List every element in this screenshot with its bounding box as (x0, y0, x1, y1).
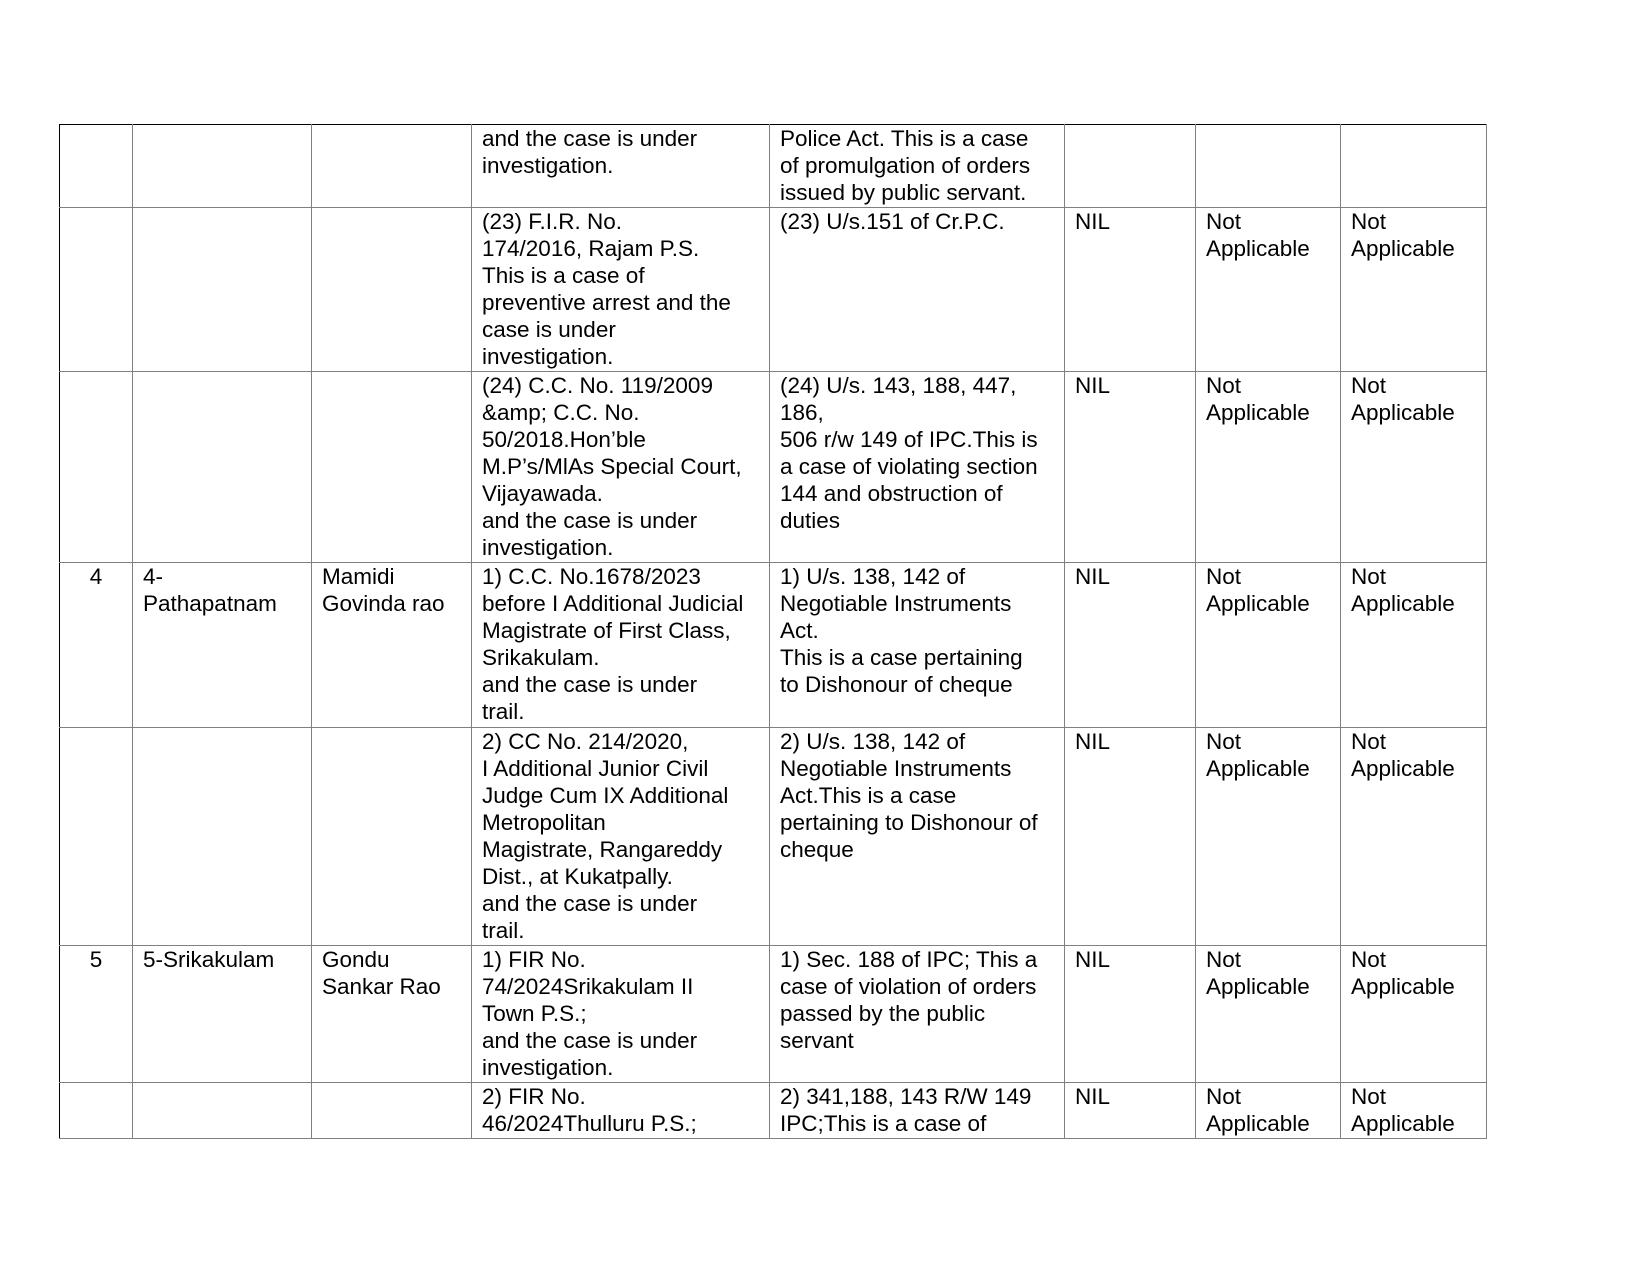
convictions-cell: NIL (1065, 563, 1196, 728)
sections-cell: Police Act. This is a case of promulgation of orders issued by public servant. (770, 125, 1065, 208)
serial-number-cell: 5 (60, 946, 133, 1083)
col8-cell: Not Applicable (1341, 728, 1487, 946)
table-row (60, 563, 1487, 728)
col7-cell (1196, 125, 1341, 208)
candidate-cell: Gondu Sankar Rao (312, 946, 472, 1083)
col8-cell: Not Applicable (1341, 208, 1487, 372)
col7-cell: Not Applicable (1196, 563, 1341, 728)
col7-cell: Not Applicable (1196, 208, 1341, 372)
case-details-cell: (24) C.C. No. 119/2009 &amp; C.C. No. 50/2018.Hon’ble M.P’s/MlAs Special Court, Vijayawada. and the case is under investigation. (472, 372, 770, 563)
table-row (60, 125, 1487, 208)
col7-cell: Not Applicable (1196, 728, 1341, 946)
convictions-cell: NIL (1065, 728, 1196, 946)
sections-cell: 2) U/s. 138, 142 of Negotiable Instruments Act.This is a case pertaining to Dishonour of cheque (770, 728, 1065, 946)
table-row (60, 208, 1487, 372)
table-row (60, 946, 1487, 1083)
constituency-cell (133, 125, 312, 208)
table-row (60, 1083, 1487, 1139)
serial-number-cell (60, 208, 133, 372)
serial-number-cell (60, 125, 133, 208)
col8-cell: Not Applicable (1341, 1083, 1487, 1139)
case-details-cell: (23) F.I.R. No. 174/2016, Rajam P.S. This is a case of preventive arrest and the case is under investigation. (472, 208, 770, 372)
col8-cell: Not Applicable (1341, 372, 1487, 563)
candidate-cell (312, 728, 472, 946)
case-details-cell: and the case is under investigation. (472, 125, 770, 208)
constituency-cell: 4- Pathapatnam (133, 563, 312, 728)
case-details-cell: 2) FIR No. 46/2024Thulluru P.S.; (472, 1083, 770, 1139)
sections-cell: 2) 341,188, 143 R/W 149 IPC;This is a case of (770, 1083, 1065, 1139)
candidate-cell (312, 372, 472, 563)
col8-cell: Not Applicable (1341, 946, 1487, 1083)
constituency-cell (133, 208, 312, 372)
table-row (60, 728, 1487, 946)
convictions-cell: NIL (1065, 372, 1196, 563)
col7-cell: Not Applicable (1196, 946, 1341, 1083)
convictions-cell: NIL (1065, 1083, 1196, 1139)
constituency-cell: 5-Srikakulam (133, 946, 312, 1083)
candidate-cell (312, 1083, 472, 1139)
case-details-cell: 1) FIR No. 74/2024Srikakulam II Town P.S.; and the case is under investigation. (472, 946, 770, 1083)
candidate-cell (312, 125, 472, 208)
serial-number-cell (60, 1083, 133, 1139)
sections-cell: 1) Sec. 188 of IPC; This a case of violation of orders passed by the public servant (770, 946, 1065, 1083)
candidate-cell: Mamidi Govinda rao (312, 563, 472, 728)
case-details-cell: 2) CC No. 214/2020, I Additional Junior Civil Judge Cum IX Additional Metropolitan Magistrate, Rangareddy Dist., at Kukatpally. and the case is under trail. (472, 728, 770, 946)
candidate-cell (312, 208, 472, 372)
constituency-cell (133, 372, 312, 563)
constituency-cell (133, 728, 312, 946)
col7-cell: Not Applicable (1196, 372, 1341, 563)
convictions-cell: NIL (1065, 946, 1196, 1083)
convictions-cell: NIL (1065, 208, 1196, 372)
case-details-cell: 1) C.C. No.1678/2023 before I Additional Judicial Magistrate of First Class, Srikakulam. and the case is under trail. (472, 563, 770, 728)
sections-cell: 1) U/s. 138, 142 of Negotiable Instruments Act. This is a case pertaining to Dishonour of cheque (770, 563, 1065, 728)
convictions-cell (1065, 125, 1196, 208)
col8-cell: Not Applicable (1341, 563, 1487, 728)
criminal-cases-table (59, 124, 1487, 1139)
serial-number-cell (60, 728, 133, 946)
table-row (60, 372, 1487, 563)
constituency-cell (133, 1083, 312, 1139)
serial-number-cell (60, 372, 133, 563)
serial-number-cell: 4 (60, 563, 133, 728)
sections-cell: (24) U/s. 143, 188, 447, 186, 506 r/w 149 of IPC.This is a case of violating section 144 and obstruction of duties (770, 372, 1065, 563)
sections-cell: (23) U/s.151 of Cr.P.C. (770, 208, 1065, 372)
col7-cell: Not Applicable (1196, 1083, 1341, 1139)
col8-cell (1341, 125, 1487, 208)
